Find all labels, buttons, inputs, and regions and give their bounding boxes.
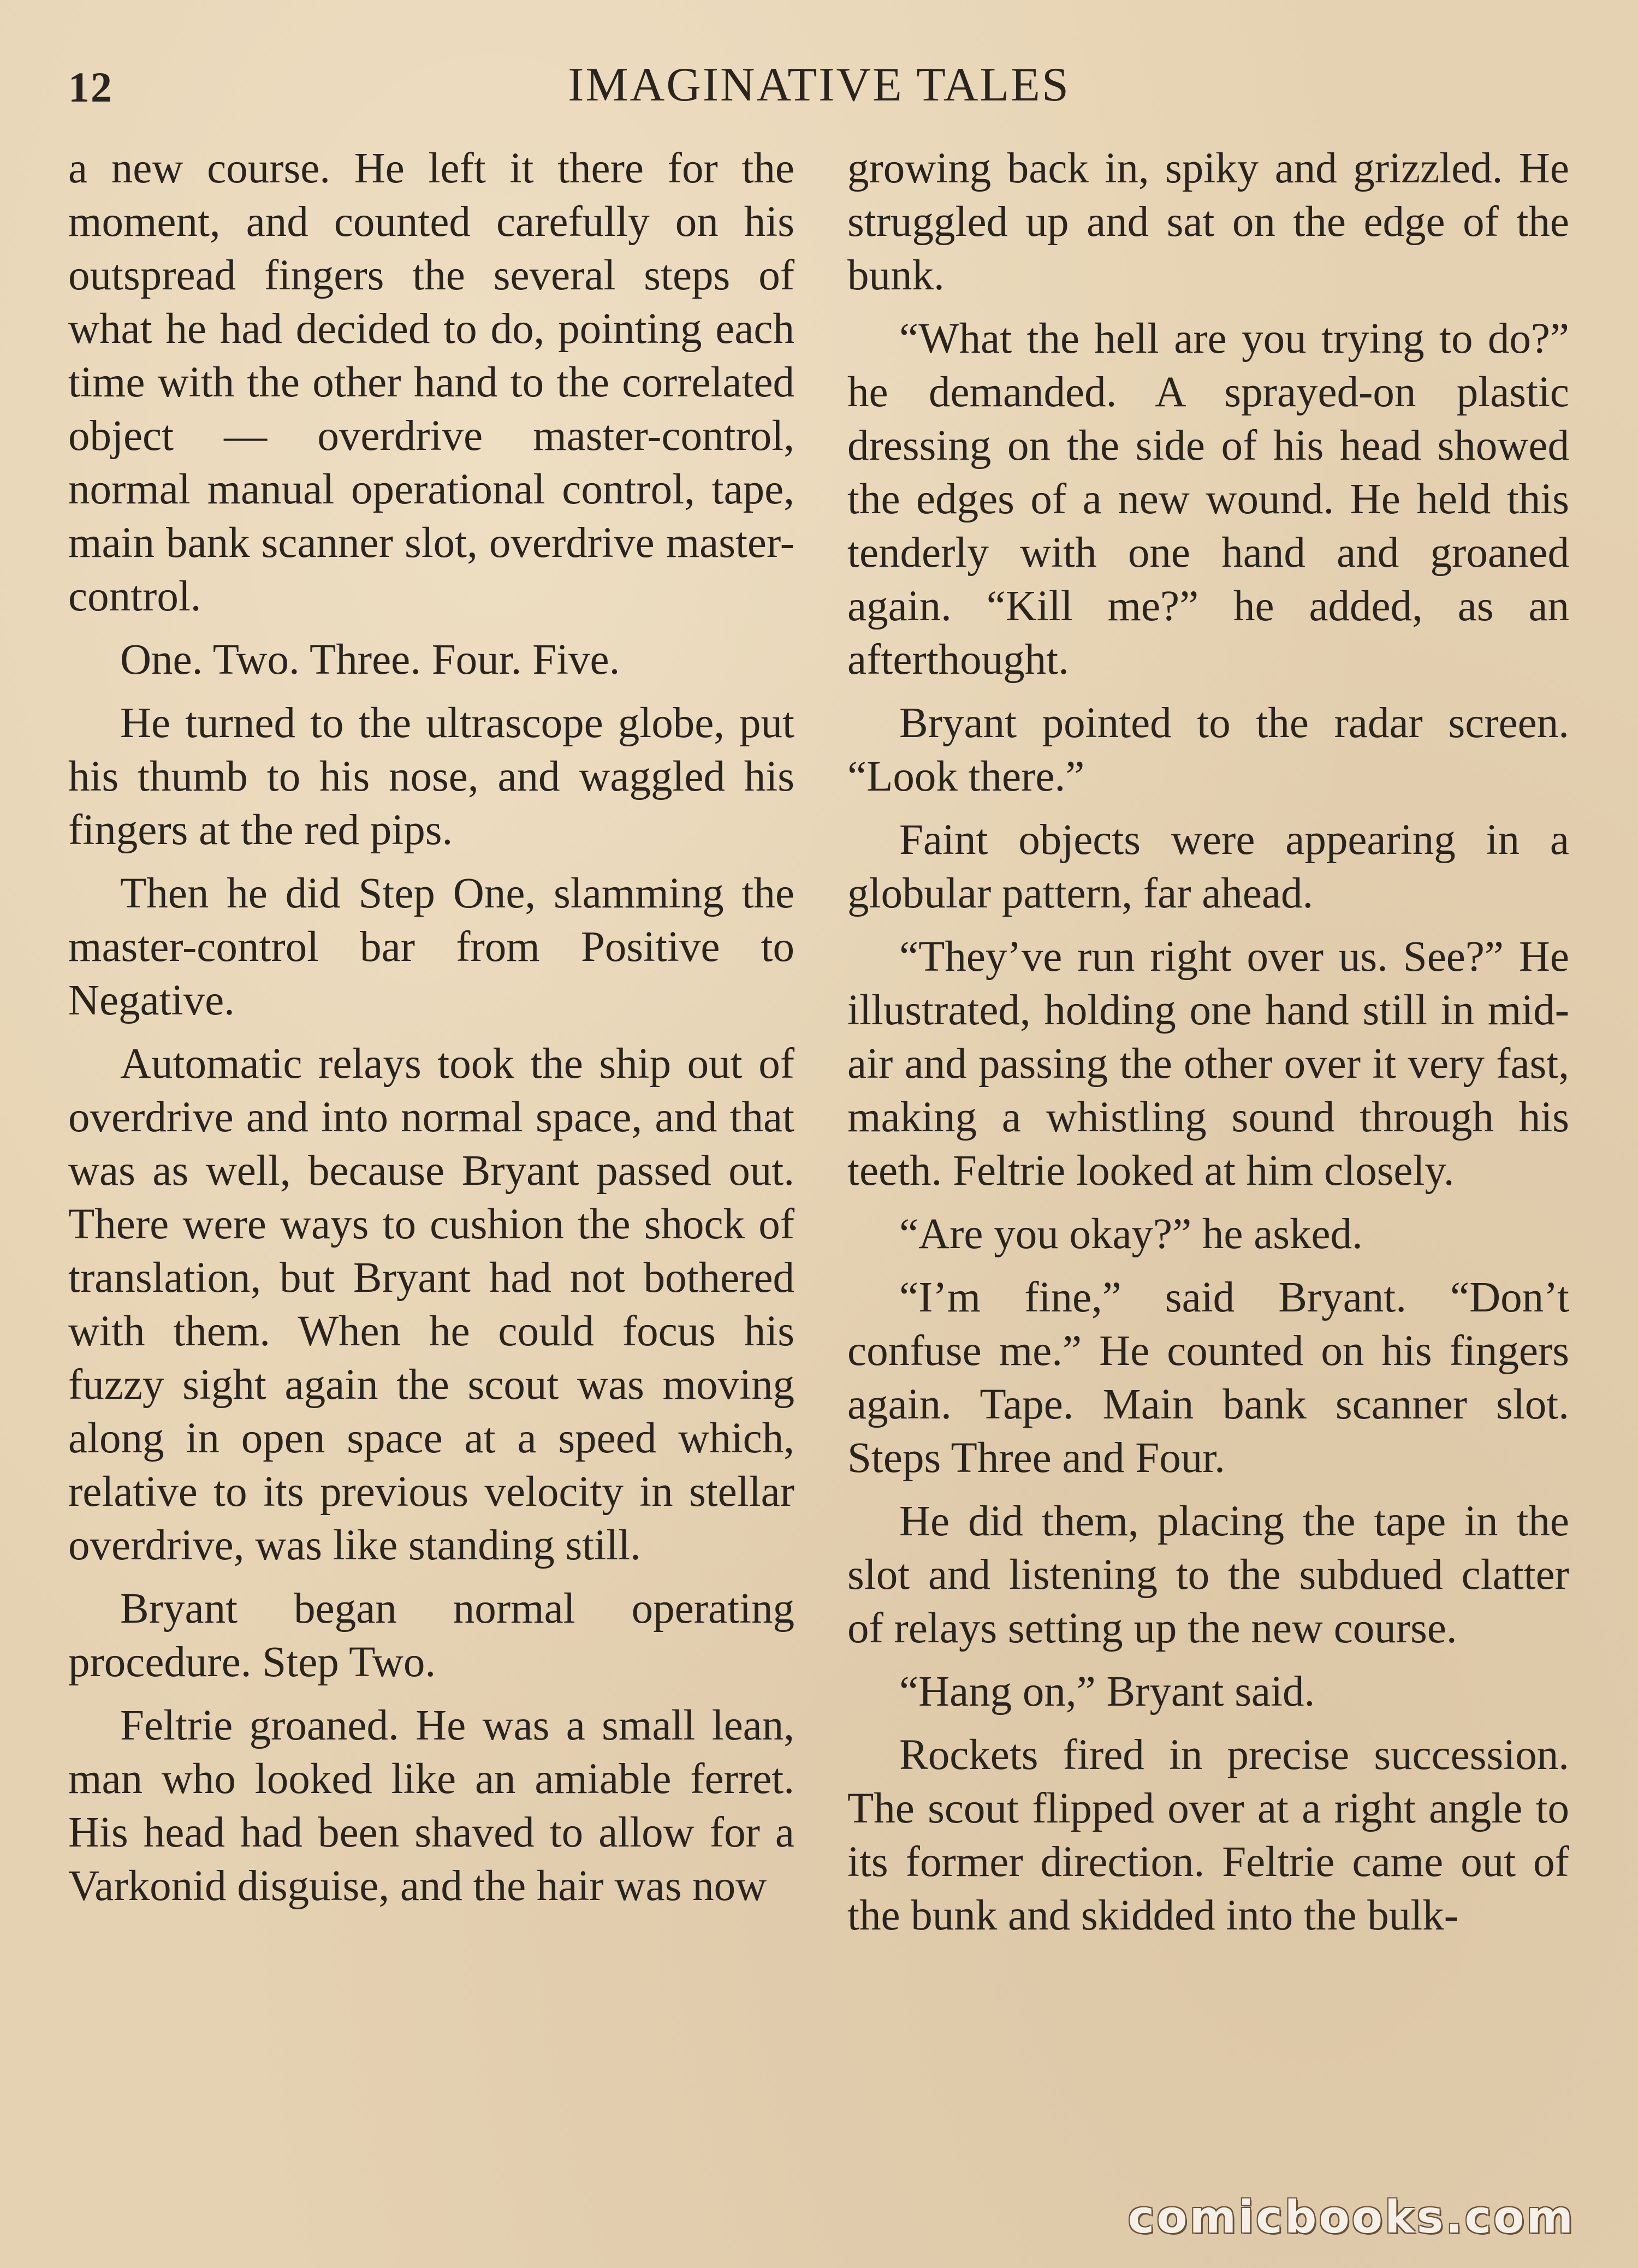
paragraph: He turned to the ultrascope globe, put his thumb to his nose, and waggled his fingers at the red pips.	[68, 699, 794, 854]
paragraph: “Hang on,” Bryant said.	[899, 1668, 1315, 1715]
paragraph: “Are you okay?” he asked.	[899, 1210, 1363, 1258]
magazine-title: IMAGINATIVE TALES	[568, 58, 1070, 111]
paragraph: Rockets fired in precise succession. The scout flipped over at a right angle to its former direction. Feltrie came out of the bunk and skidded into the bulk-	[847, 1731, 1569, 1939]
paragraph: He did them, placing the tape in the slot and listening to the subdued clatter of relays setting up the new course.	[847, 1498, 1569, 1652]
paragraph: Then he did Step One, slamming the master-control bar from Positive to Negative.	[68, 870, 794, 1024]
paragraph: Faint objects were appearing in a globular pattern, far ahead.	[847, 816, 1569, 917]
paragraph: “I’m fine,” said Bryant. “Don’t confuse me.” He counted on his fingers again. Tape. Main bank scanner slot. Steps Three and Four.	[847, 1274, 1569, 1482]
paragraph: growing back in, spiky and grizzled. He struggled up and sat on the edge of the bunk.	[847, 145, 1569, 299]
paragraph: a new course. He left it there for the moment, and counted carefully on his outspread fingers the several steps of what he had decided to do, pointing each time with the other hand to the correlated object — overdrive master-control, normal manual operational control, tape, main bank scanner slot, overdrive master-control.	[68, 145, 794, 620]
paragraph: Automatic relays took the ship out of overdrive and into normal space, and that was as well, because Bryant passed out. There were ways to cushion the shock of translation, but Bryant had not bothered with them. When he could focus his fuzzy sight again the scout was moving along in open space at a speed which, relative to its previous velocity in stellar overdrive, was like standing still.	[68, 1040, 794, 1569]
watermark-logo: comicbooks.com	[1127, 2192, 1575, 2243]
paragraph: “What the hell are you trying to do?” he demanded. A sprayed-on plastic dressing on the side of his head showed the edges of a new wound. He held this tenderly with one hand and groaned again. “Kill me?” he added, as an afterthought.	[847, 315, 1569, 684]
page-number: 12	[68, 63, 113, 111]
left-column	[68, 142, 794, 1923]
paragraph: One. Two. Three. Four. Five.	[120, 636, 620, 684]
right-column	[847, 142, 1569, 1952]
paragraph: “They’ve run right over us. See?” He illustrated, holding one hand still in mid-air and passing the other over it very fast, making a whistling sound through his teeth. Feltrie looked at him closely.	[847, 933, 1569, 1195]
paragraph: Bryant pointed to the radar screen. “Look there.”	[847, 699, 1569, 800]
paragraph: Feltrie groaned. He was a small lean, man who looked like an amiable ferret. His head had been shaved to allow for a Varkonid disguise, and the hair was now	[68, 1702, 794, 1910]
running-head	[0, 57, 1638, 117]
paragraph: Bryant began normal operating procedure. Step Two.	[68, 1585, 794, 1686]
